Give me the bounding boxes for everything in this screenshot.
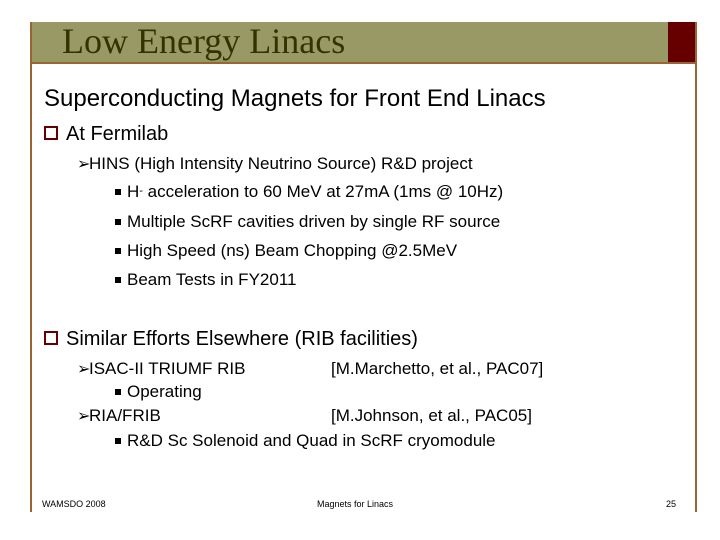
square-bullet-icon	[115, 277, 121, 283]
subitem-text: Operating	[127, 382, 202, 401]
footer-topic: Magnets for Linacs	[317, 499, 394, 509]
section-heading: Similar Efforts Elsewhere (RIB facilities)	[66, 328, 418, 350]
page-number: 25	[666, 499, 677, 509]
reference-johnson: [M.Johnson, et al., PAC05]	[331, 406, 532, 425]
section-heading: At Fermilab	[66, 123, 169, 145]
slide-title: Low Energy Linacs	[62, 21, 346, 61]
left-rule	[30, 22, 32, 512]
arrow-bullet-icon: ➢	[77, 154, 91, 173]
box-bullet-icon	[44, 126, 58, 140]
square-bullet-icon	[115, 389, 121, 395]
list-item-text: HINS (High Intensity Neutrino Source) R&D project	[89, 154, 473, 173]
subitem-text: Beam Tests in FY2011	[127, 270, 297, 289]
reference-marchetto: [M.Marchetto, et al., PAC07]	[331, 359, 544, 378]
subitem-chopping	[115, 240, 457, 262]
square-bullet-icon	[115, 248, 121, 254]
title-underline	[30, 62, 697, 64]
subitem-acceleration	[115, 181, 503, 203]
list-item-text: RIA/FRIB	[89, 406, 161, 425]
subitem-text: R&D Sc Solenoid and Quad in ScRF cryomodule	[127, 431, 496, 450]
list-item-frib	[77, 405, 161, 427]
arrow-bullet-icon: ➢	[77, 406, 91, 425]
subitem-beam-tests	[115, 269, 296, 291]
section-fermilab	[44, 122, 168, 146]
list-item-text: ISAC-II TRIUMF RIB	[89, 359, 246, 378]
list-item-isac	[77, 358, 245, 380]
square-bullet-icon	[115, 189, 121, 195]
subitem-text: High Speed (ns) Beam Chopping @2.5MeV	[127, 241, 458, 260]
square-bullet-icon	[115, 219, 121, 225]
subitem-operating	[115, 381, 202, 403]
right-rule	[695, 22, 697, 512]
h-ion-charge: -	[139, 185, 143, 197]
arrow-bullet-icon: ➢	[77, 359, 91, 378]
footer-conference: WAMSDO 2008	[42, 499, 106, 509]
acceleration-text: acceleration to 60 MeV at 27mA (1ms @ 10Hz)	[142, 182, 504, 201]
subitem-scrf	[115, 211, 500, 233]
list-item-hins	[77, 153, 473, 175]
section-elsewhere	[44, 327, 418, 351]
subitem-text	[127, 181, 503, 203]
subitem-text: Multiple ScRF cavities driven by single RF source	[127, 212, 501, 231]
subitem-rd-solenoid	[115, 430, 496, 452]
box-bullet-icon	[44, 331, 58, 345]
h-ion-symbol: H	[127, 182, 140, 201]
square-bullet-icon	[115, 438, 121, 444]
title-accent-block	[668, 22, 696, 62]
slide-subtitle: Superconducting Magnets for Front End Linacs	[44, 85, 546, 112]
